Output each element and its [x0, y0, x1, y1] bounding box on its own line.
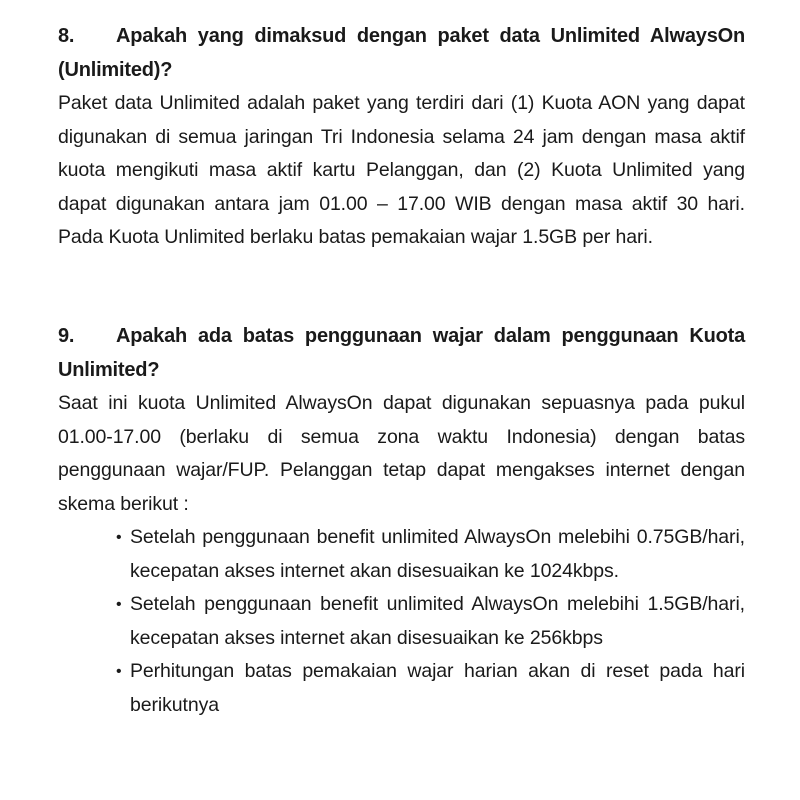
faq-number: 9.: [58, 325, 75, 347]
bullet-icon: •: [116, 596, 122, 613]
bullet-item: [116, 521, 745, 588]
faq-question: [58, 20, 745, 87]
bullet-item: [116, 655, 745, 722]
faq-question-text: Apakah ada batas penggunaan wajar dalam penggunaan Kuota Unlimited?: [58, 325, 745, 381]
bullet-item: [116, 588, 745, 655]
bullet-icon: •: [116, 663, 122, 680]
bullet-icon: •: [116, 529, 122, 546]
faq-item-8: [58, 20, 745, 255]
bullet-text: Setelah penggunaan benefit unlimited AlwaysOn melebihi 0.75GB/hari, kecepatan akses internet akan disesuaikan ke 1024kbps.: [130, 526, 745, 582]
faq-question-text: Apakah yang dimaksud dengan paket data Unlimited AlwaysOn (Unlimited)?: [58, 25, 745, 81]
bullet-text: Setelah penggunaan benefit unlimited AlwaysOn melebihi 1.5GB/hari, kecepatan akses internet akan disesuaikan ke 256kbps: [130, 593, 745, 649]
faq-item-9: [58, 320, 745, 722]
faq-question: [58, 320, 745, 387]
bullet-list: [58, 521, 745, 722]
faq-number: 8.: [58, 25, 75, 47]
faq-answer: Paket data Unlimited adalah paket yang terdiri dari (1) Kuota AON yang dapat digunakan di semua jaringan Tri Indonesia selama 24 jam dengan masa aktif kuota mengikuti masa aktif kartu Pelanggan, dan (2) Kuota Unlimited yang dapat digunakan antara jam 01.00 – 17.00 WIB dengan masa aktif 30 hari. Pada Kuota Unlimited berlaku batas pemakaian wajar 1.5GB per hari.: [58, 92, 745, 248]
bullet-text: Perhitungan batas pemakaian wajar harian akan di reset pada hari berikutnya: [130, 660, 745, 716]
faq-answer: Saat ini kuota Unlimited AlwaysOn dapat digunakan sepuasnya pada pukul 01.00-17.00 (berlaku di semua zona waktu Indonesia) dengan batas penggunaan wajar/FUP. Pelanggan tetap dapat mengakses internet dengan skema berikut :: [58, 392, 745, 515]
